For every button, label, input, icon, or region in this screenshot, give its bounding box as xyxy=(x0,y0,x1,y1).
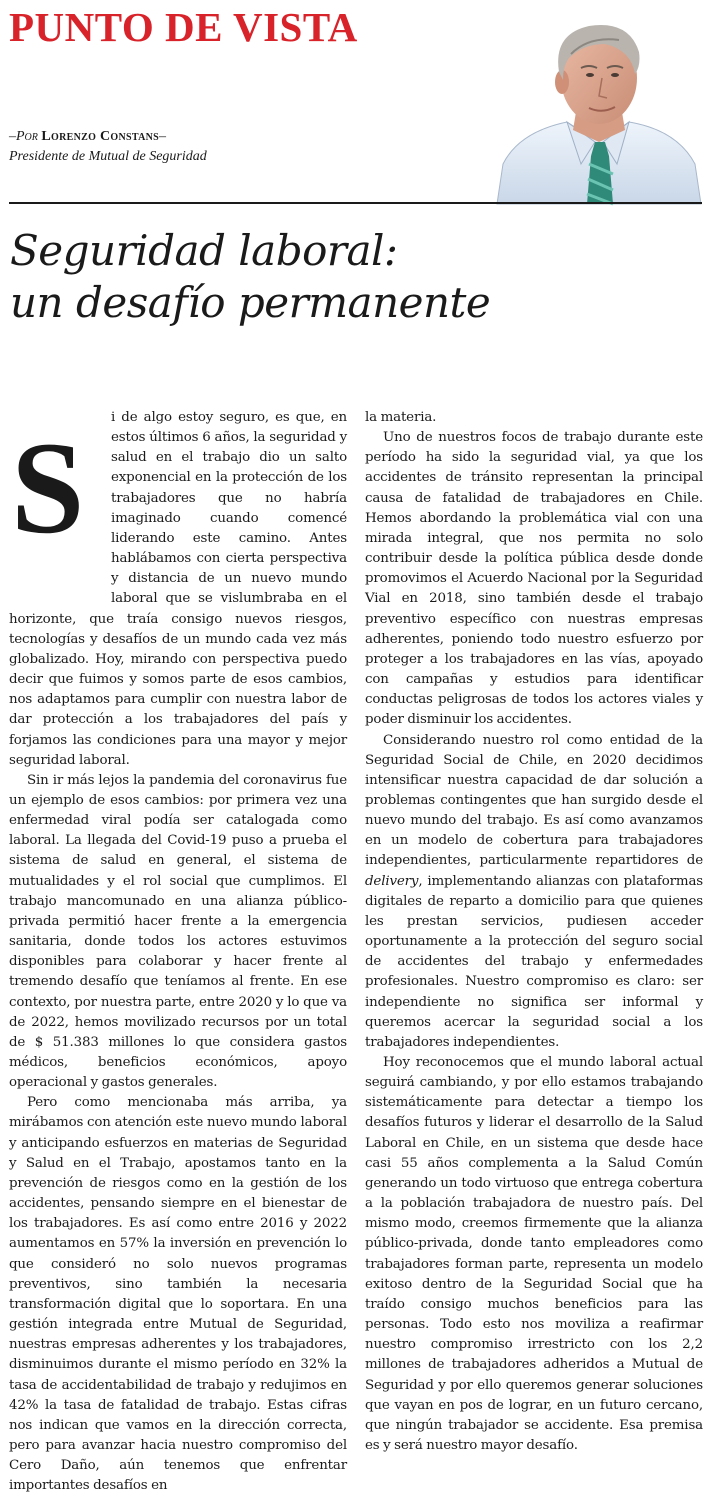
article-column-right xyxy=(365,408,703,1453)
headline-line-1: Seguridad laboral: xyxy=(10,226,398,275)
paragraph-3-continued: la materia. xyxy=(365,410,437,425)
byline-suffix: – xyxy=(158,129,166,144)
headline-line-2: un desafío permanente xyxy=(10,278,491,327)
header-rule xyxy=(9,202,702,204)
section-title: PUNTO DE VISTA xyxy=(9,4,358,50)
byline-prefix: –Por xyxy=(9,129,38,144)
article-column-left xyxy=(9,408,347,1494)
article-headline xyxy=(10,225,700,329)
paragraph-3: Pero como mencionaba más arriba, ya mirábamos con atención este nuevo mundo laboral y anticipando esfuerzos en materias de Seguridad y Salud en el Trabajo, apostamos tanto en la prevención de riesgos como en la gestión de los accidentes, pensando siempre en el bienestar de los trabajadores. Es así como entre 2016 y 2022 aumentamos en 57% la inversión en prevención lo que consideró no solo nuevos programas preventivos, sino también la necesaria transformación digital que lo soportara. En una gestión integrada entre Mutual de Seguridad, nuestras empresas adherentes y los trabajadores, disminuimos durante el mismo período en 32% la tasa de accidentabilidad de trabajo y redujimos en 42% la tasa de fatalidad de trabajo. Estas cifras nos indican que vamos en la dirección correcta, pero para avanzar hacia nuestro compromiso del Cero Daño, aún tenemos que enfrentar importantes desafíos en xyxy=(9,1095,347,1494)
paragraph-1 xyxy=(9,408,347,771)
author-portrait xyxy=(489,14,703,204)
byline-author-line xyxy=(9,127,207,147)
paragraph-5-text-a: Considerando nuestro rol como entidad de la Seguridad Social de Chile, en 2020 decidimos intensificar nuestra capacidad de dar solución a problemas contingentes que han surgido desde el nuevo mundo del trabajo. Es así como avanzamos en un modelo de cobertura para trabajadores independientes, particularmente repartidores de xyxy=(365,732,703,869)
byline-author: Lorenzo Constans xyxy=(41,129,159,144)
paragraph-5-text-b: , implementando alianzas con plataformas digitales de reparto a domicilio para que quienes les prestan servicios, pudiesen acceder oportunamente a la protección del seguro social de accidentes del trabajo y enfermedades profesionales. Nuestro compromiso es claro: ser independiente no significa ser informal y queremos acercar la seguridad social a los trabajadores independientes. xyxy=(365,873,703,1050)
paragraph-2: Sin ir más lejos la pandemia del coronavirus fue un ejemplo de esos cambios: por primera vez una enfermedad viral podía ser catalogada como laboral. La llegada del Covid-19 puso a prueba el sistema de salud en general, el sistema de mutualidades y el rol social que cumplimos. El trabajo mancomunado en una alianza público-privada permitió hacer frente a la emergencia sanitaria, donde todos los actores estuvimos disponibles para colaborar y hacer frente al tremendo desafío que teníamos al frente. En ese contexto, por nuestra parte, entre 2020 y lo que va de 2022, hemos movilizado recursos por un total de $ 51.383 millones lo que considera gastos médicos, beneficios económicos, apoyo operacional y gastos generales. xyxy=(9,772,347,1091)
byline xyxy=(9,127,207,167)
paragraph-5-italic: delivery xyxy=(365,873,419,889)
paragraph-4: Uno de nuestros focos de trabajo durante este período ha sido la seguridad vial, ya que los accidentes de tránsito representan la principal causa de fatalidad de trabajadores en Chile. Hemos abordando la problemática vial con una mirada integral, que nos permita no solo contribuir desde la política pública desde donde promovimos el Acuerdo Nacional por la Seguridad Vial en 2018, sino también desde el trabajo preventivo específico con nuestras empresas adherentes, poniendo todo nuestro esfuerzo por proteger a los trabajadores en las vías, apoyado con campañas y estudios para identificar conductas peligrosas de todos los actores viales y poder disminuir los accidentes. xyxy=(365,430,703,728)
paragraph-6: Hoy reconocemos que el mundo laboral actual seguirá cambiando, y por ello estamos trabajando sistemáticamente para detectar a tiempo los desafíos futuros y liderar el desarrollo de la Salud Laboral en Chile, en un sistema que desde hace casi 55 años complementa a la Salud Común generando un todo virtuoso que entrega cobertura a la población trabajadora de nuestro país. Del mismo modo, creemos firmemente que la alianza público-privada, donde tanto empleadores como trabajadores forman parte, representa un modelo exitoso dentro de la Seguridad Social que ha traído consigo muchos beneficios para las personas. Todo esto nos moviliza a reafirmar nuestro compromiso irrestricto con los 2,2 millones de trabajadores adheridos a Mutual de Seguridad y por ello queremos generar soluciones que vayan en pos de lograr, en un futuro cercano, que ningún trabajador se accidente. Esa premisa es y será nuestro mayor desafío. xyxy=(365,1055,703,1453)
paragraph-5 xyxy=(365,731,703,1054)
byline-role: Presidente de Mutual de Seguridad xyxy=(9,149,207,164)
paragraph-1-text: i de algo estoy seguro, es que, en estos últimos 6 años, la seguridad y salud en el trabajo dio un salto exponencial en la protección de los trabajadores que no habría imaginado cuando comencé liderando este camino. Antes hablábamos con cierta perspectiva y distancia de un nuevo mundo laboral que se vislumbraba en el horizonte, que traía consigo nuevos riesgos, tecnologías y desafíos de un mundo cada vez más globalizado. Hoy, mirando con perspectiva puedo decir que fuimos y somos parte de esos cambios, nos adaptamos para cumplir con nuestra labor de dar protección a los trabajadores del país y forjamos las condiciones para una mayor y mejor seguridad laboral. xyxy=(9,410,347,768)
dropcap-letter: S xyxy=(11,414,85,561)
